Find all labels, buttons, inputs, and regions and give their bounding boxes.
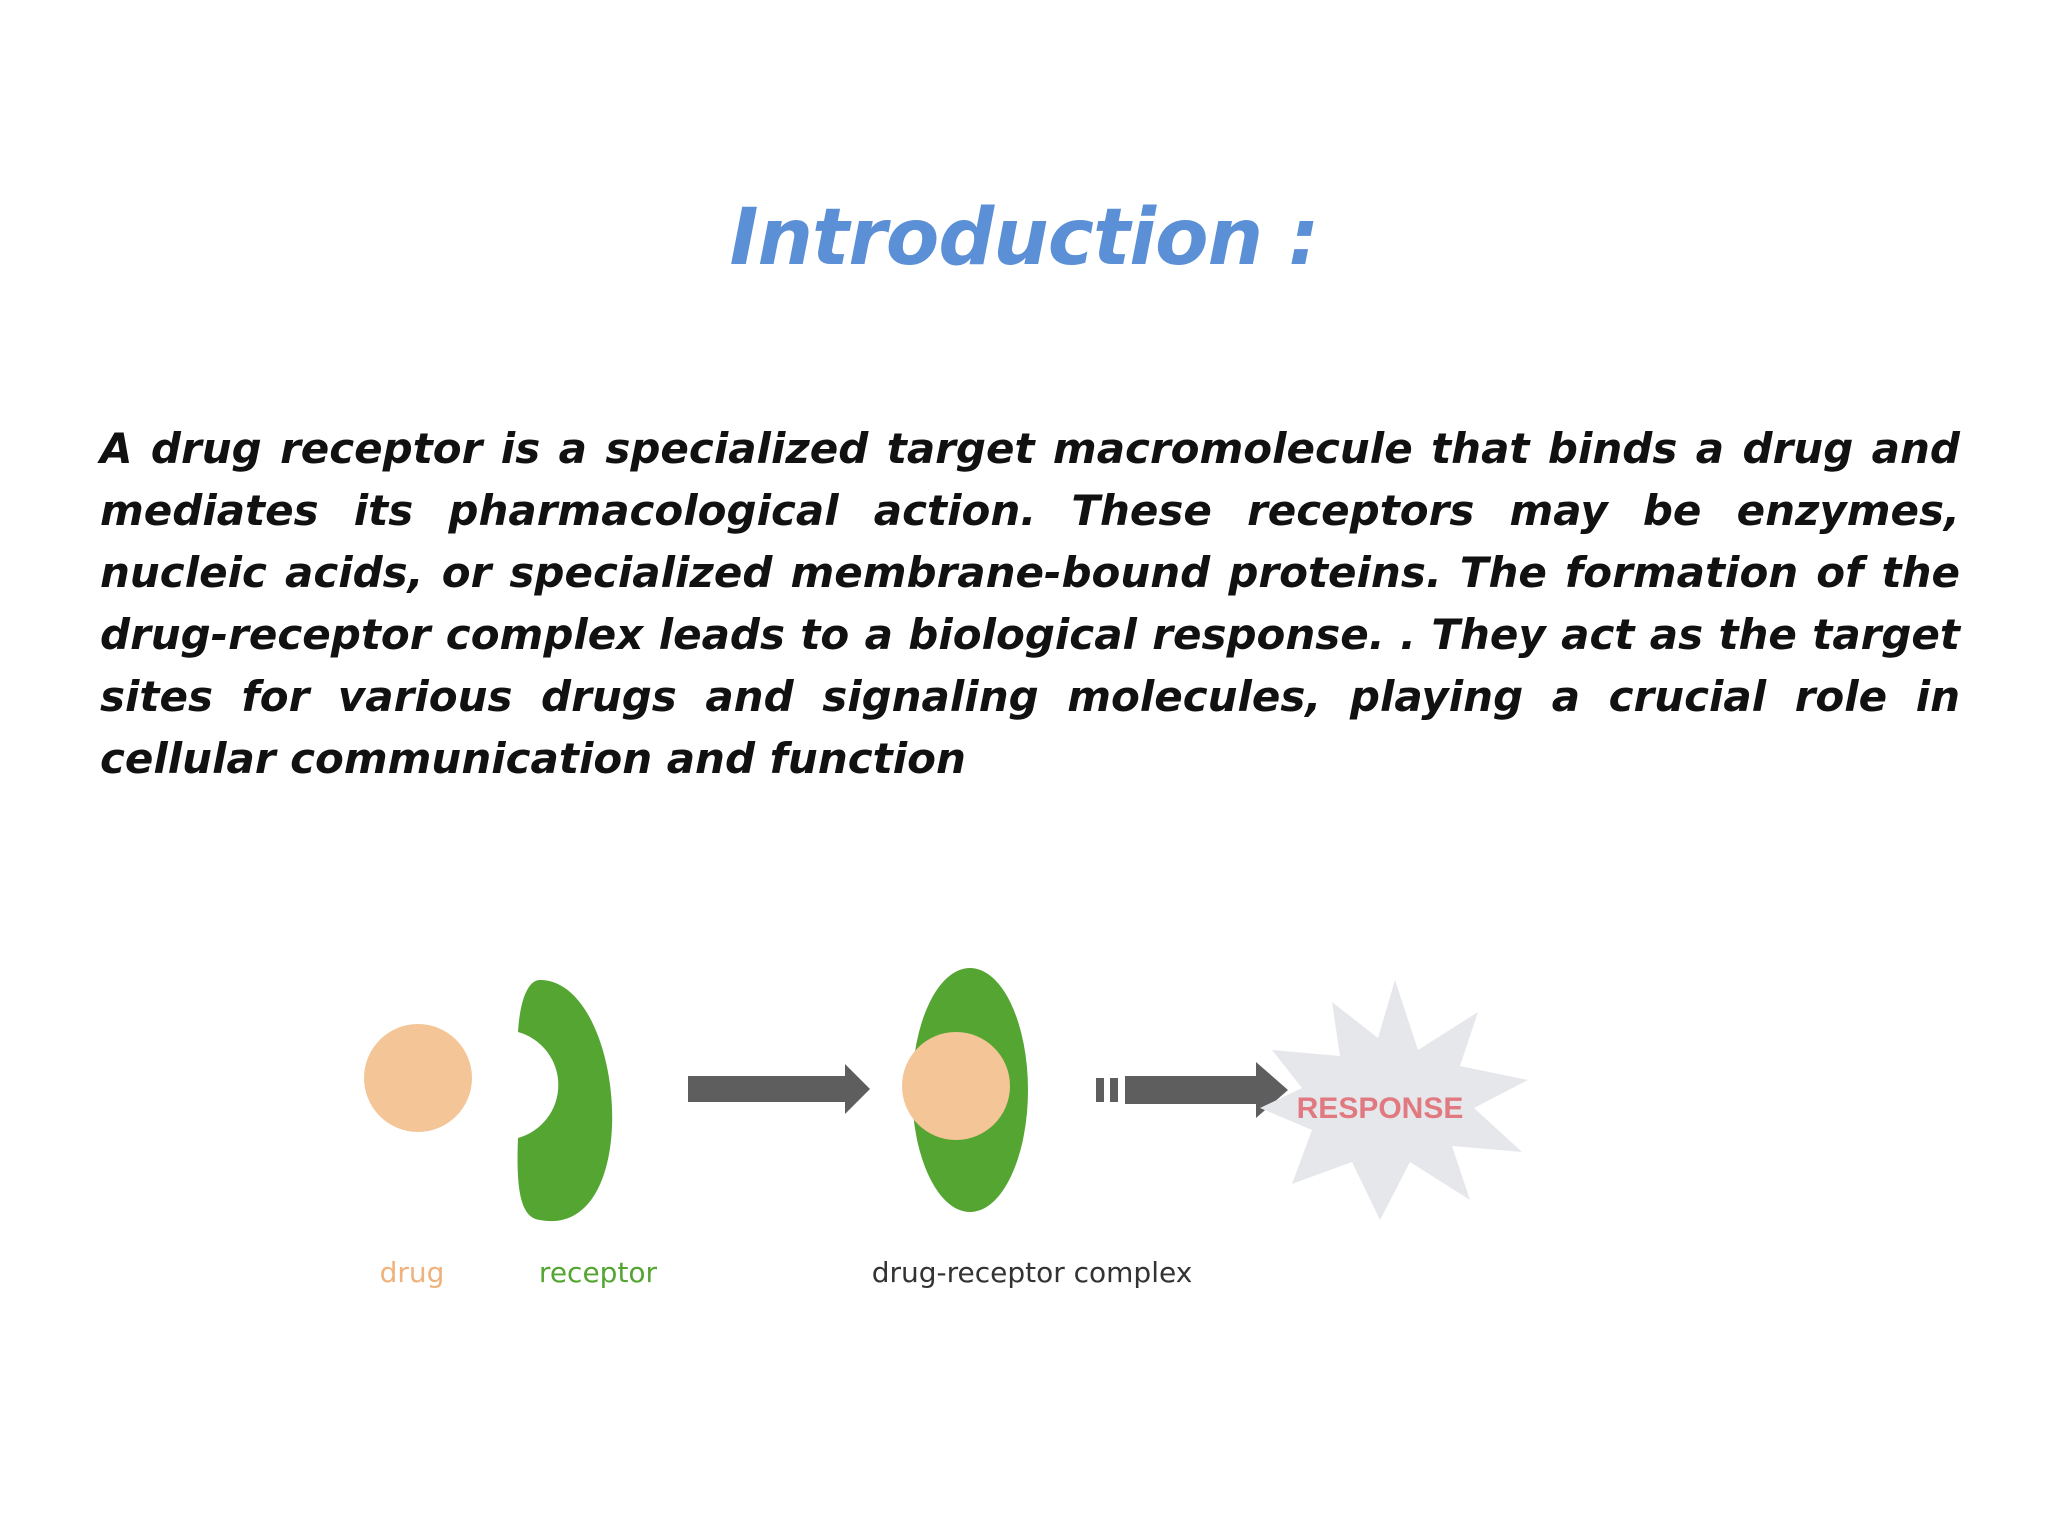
receptor-label: receptor [538,1256,658,1289]
drug-receptor-diagram [340,940,1740,1320]
dashed-arrow-icon [1096,1062,1288,1118]
complex-label: drug-receptor complex [871,1256,1193,1289]
body-paragraph: A drug receptor is a specialized target macromolecule that binds a drug and mediates its pharmacological action. These receptors may be enzymes, nucleic acids, or specialized membrane-bound proteins. The formation of the drug-receptor complex leads to a biological response. . They act as the target sites for various drugs and signaling molecules, playing a crucial role in cellular communication and function [100,424,1960,783]
response-label: RESPONSE [1296,1092,1464,1125]
drug-label: drug [379,1256,445,1289]
page-title: Introduction : [729,193,1319,283]
arrow-icon [688,1064,870,1114]
drug-circle [364,1024,472,1132]
drug-receptor-complex-shape [902,968,1028,1212]
receptor-shape [518,980,613,1221]
